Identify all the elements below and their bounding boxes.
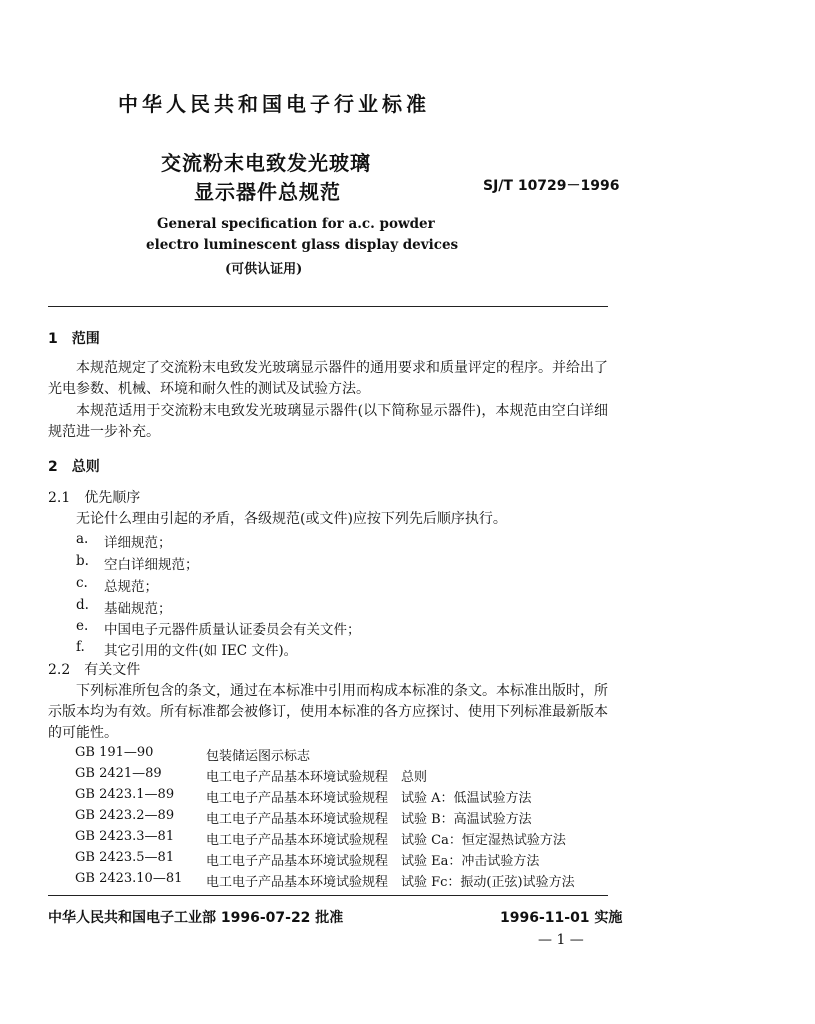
top-divider <box>48 306 608 307</box>
priority-item-e-marker: e. <box>76 618 89 634</box>
section-2-1-heading: 2.1 优先顺序 <box>48 490 141 506</box>
implementation-date: 1996-11-01 实施 <box>500 910 623 926</box>
title-en-line2: electro luminescent glass display devices <box>146 237 459 253</box>
standard-code: SJ/T 10729－1996 <box>483 178 620 194</box>
title-zh-line2: 显示器件总规范 <box>194 180 341 204</box>
reference-title: 包装储运图示标志 <box>206 749 311 764</box>
priority-item-c-marker: c. <box>76 575 88 591</box>
section-1-paragraph-1: 本规范规定了交流粉末电致发光玻璃显示器件的通用要求和质量评定的程序。并给出了光电参数、机械、环境和耐久性的测试及试验方法。 <box>48 360 608 397</box>
section-2-heading: 2 总则 <box>48 459 100 475</box>
reference-code: GB 2423.3—81 <box>75 829 175 844</box>
priority-item-b-marker: b. <box>76 553 89 569</box>
priority-item-e: 中国电子元器件质量认证委员会有关文件； <box>104 622 361 638</box>
section-2-1-intro: 无论什么理由引起的矛盾，各级规范(或文件)应按下列先后顺序执行。 <box>76 511 507 527</box>
reference-title: 电工电子产品基本环境试验规程 试验 Ea：冲击试验方法 <box>206 854 540 869</box>
certification-note: (可供认证用) <box>225 262 303 277</box>
reference-title: 电工电子产品基本环境试验规程 试验 A：低温试验方法 <box>206 791 532 806</box>
priority-item-a-marker: a. <box>76 531 89 547</box>
issuing-body-header: 中华人民共和国电子行业标准 <box>118 92 430 116</box>
title-zh-line1: 交流粉末电致发光玻璃 <box>161 151 371 175</box>
page-number: — 1 — <box>538 932 584 948</box>
priority-item-f-marker: f. <box>76 639 85 655</box>
title-en-line1: General specification for a.c. powder <box>157 216 435 232</box>
reference-title: 电工电子产品基本环境试验规程 试验 Fc：振动(正弦)试验方法 <box>206 875 575 890</box>
section-2-2-paragraph: 下列标准所包含的条文，通过在本标准中引用而构成本标准的条文。本标准出版时，所示版本均为有效。所有标准都会被修订，使用本标准的各方应探讨、使用下列标准最新版本的可能性。 <box>48 683 608 741</box>
reference-title: 电工电子产品基本环境试验规程 总则 <box>206 770 428 785</box>
priority-item-f: 其它引用的文件(如 IEC 文件)。 <box>104 643 298 659</box>
priority-item-a: 详细规范； <box>104 535 172 551</box>
reference-title: 电工电子产品基本环境试验规程 试验 Ca：恒定湿热试验方法 <box>206 833 566 848</box>
priority-item-b: 空白详细规范； <box>104 557 199 573</box>
reference-code: GB 2423.10—81 <box>75 871 183 886</box>
reference-code: GB 191—90 <box>75 745 154 760</box>
priority-item-c: 总规范； <box>104 579 158 595</box>
reference-code: GB 2421—89 <box>75 766 162 781</box>
reference-title: 电工电子产品基本环境试验规程 试验 B：高温试验方法 <box>206 812 532 827</box>
priority-item-d: 基础规范； <box>104 601 172 617</box>
priority-item-d-marker: d. <box>76 597 89 613</box>
reference-code: GB 2423.5—81 <box>75 850 175 865</box>
reference-code: GB 2423.1—89 <box>75 787 175 802</box>
approval-line: 中华人民共和国电子工业部 1996-07-22 批准 <box>48 910 344 926</box>
reference-code: GB 2423.2—89 <box>75 808 175 823</box>
bottom-divider <box>48 895 608 896</box>
section-2-2-heading: 2.2 有关文件 <box>48 662 141 678</box>
section-1-heading: 1 范围 <box>48 331 100 347</box>
section-1-paragraph-2: 本规范适用于交流粉末电致发光玻璃显示器件(以下简称显示器件)，本规范由空白详细规范进一步补充。 <box>48 403 608 440</box>
